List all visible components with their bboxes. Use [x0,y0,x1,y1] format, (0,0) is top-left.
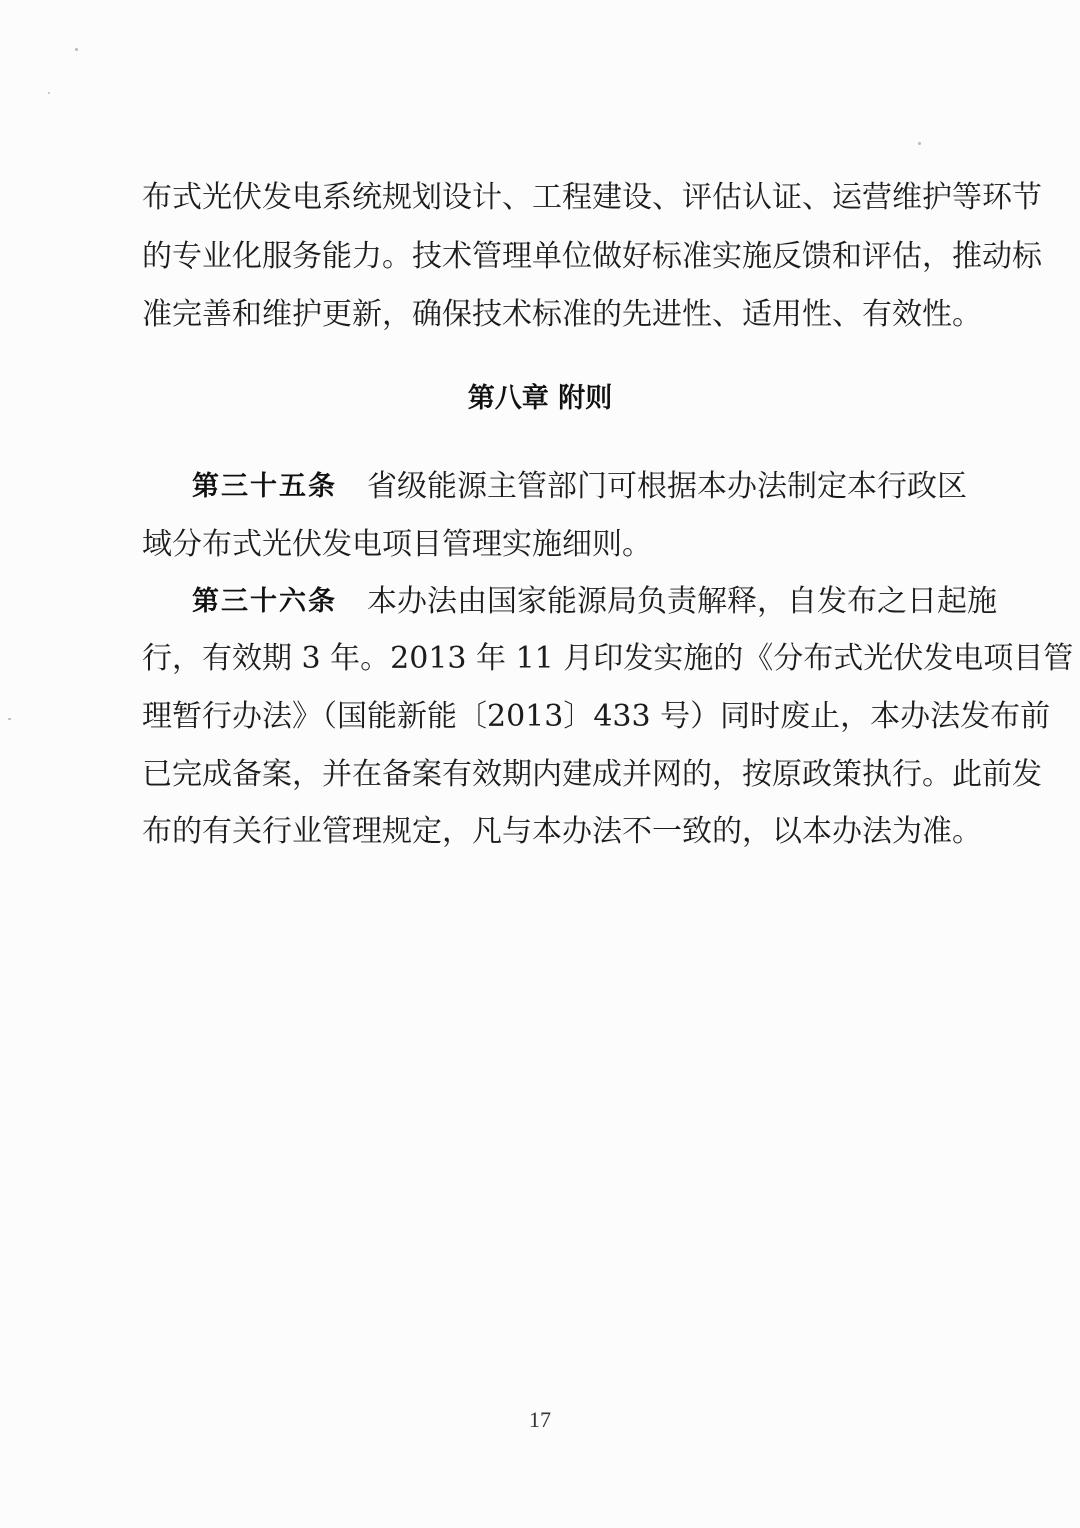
paragraph-line-2: 的专业化服务能力。技术管理单位做好标准实施反馈和评估，推动标 [142,239,1042,274]
article-36-number: 第三十六条 [192,586,337,617]
article-35-line-2: 域分布式光伏发电项目管理实施细则。 [142,527,652,562]
article-35-number: 第三十五条 [192,471,337,502]
page-number: 17 [529,1407,551,1432]
scan-speck [48,92,50,94]
article-36-line-5: 布的有关行业管理规定，凡与本办法不一致的，以本办法为准。 [142,814,982,849]
article-36-text: 本办法由国家能源局负责解释，自发布之日起施 [367,584,997,619]
scan-speck [8,718,11,720]
article-36-line-3: 理暂行办法》（国能新能〔2013〕433 号）同时废止，本办法发布前 [142,699,1051,734]
scan-speck [75,48,78,51]
chapter-heading: 第八章 附则 [467,383,613,414]
article-35-text: 省级能源主管部门可根据本办法制定本行政区 [367,469,967,504]
paragraph-line-3: 准完善和维护更新，确保技术标准的先进性、适用性、有效性。 [142,297,982,332]
article-35-first-line [192,467,967,507]
scan-speck [918,142,921,145]
article-36-first-line [192,582,997,622]
article-36-line-4: 已完成备案，并在备案有效期内建成并网的，按原政策执行。此前发 [142,757,1042,792]
paragraph-line-1: 布式光伏发电系统规划设计、工程建设、评估认证、运营维护等环节 [142,180,1042,215]
article-36-line-2: 行，有效期 3 年。2013 年 11 月印发实施的《分布式光伏发电项目管 [142,641,1074,676]
